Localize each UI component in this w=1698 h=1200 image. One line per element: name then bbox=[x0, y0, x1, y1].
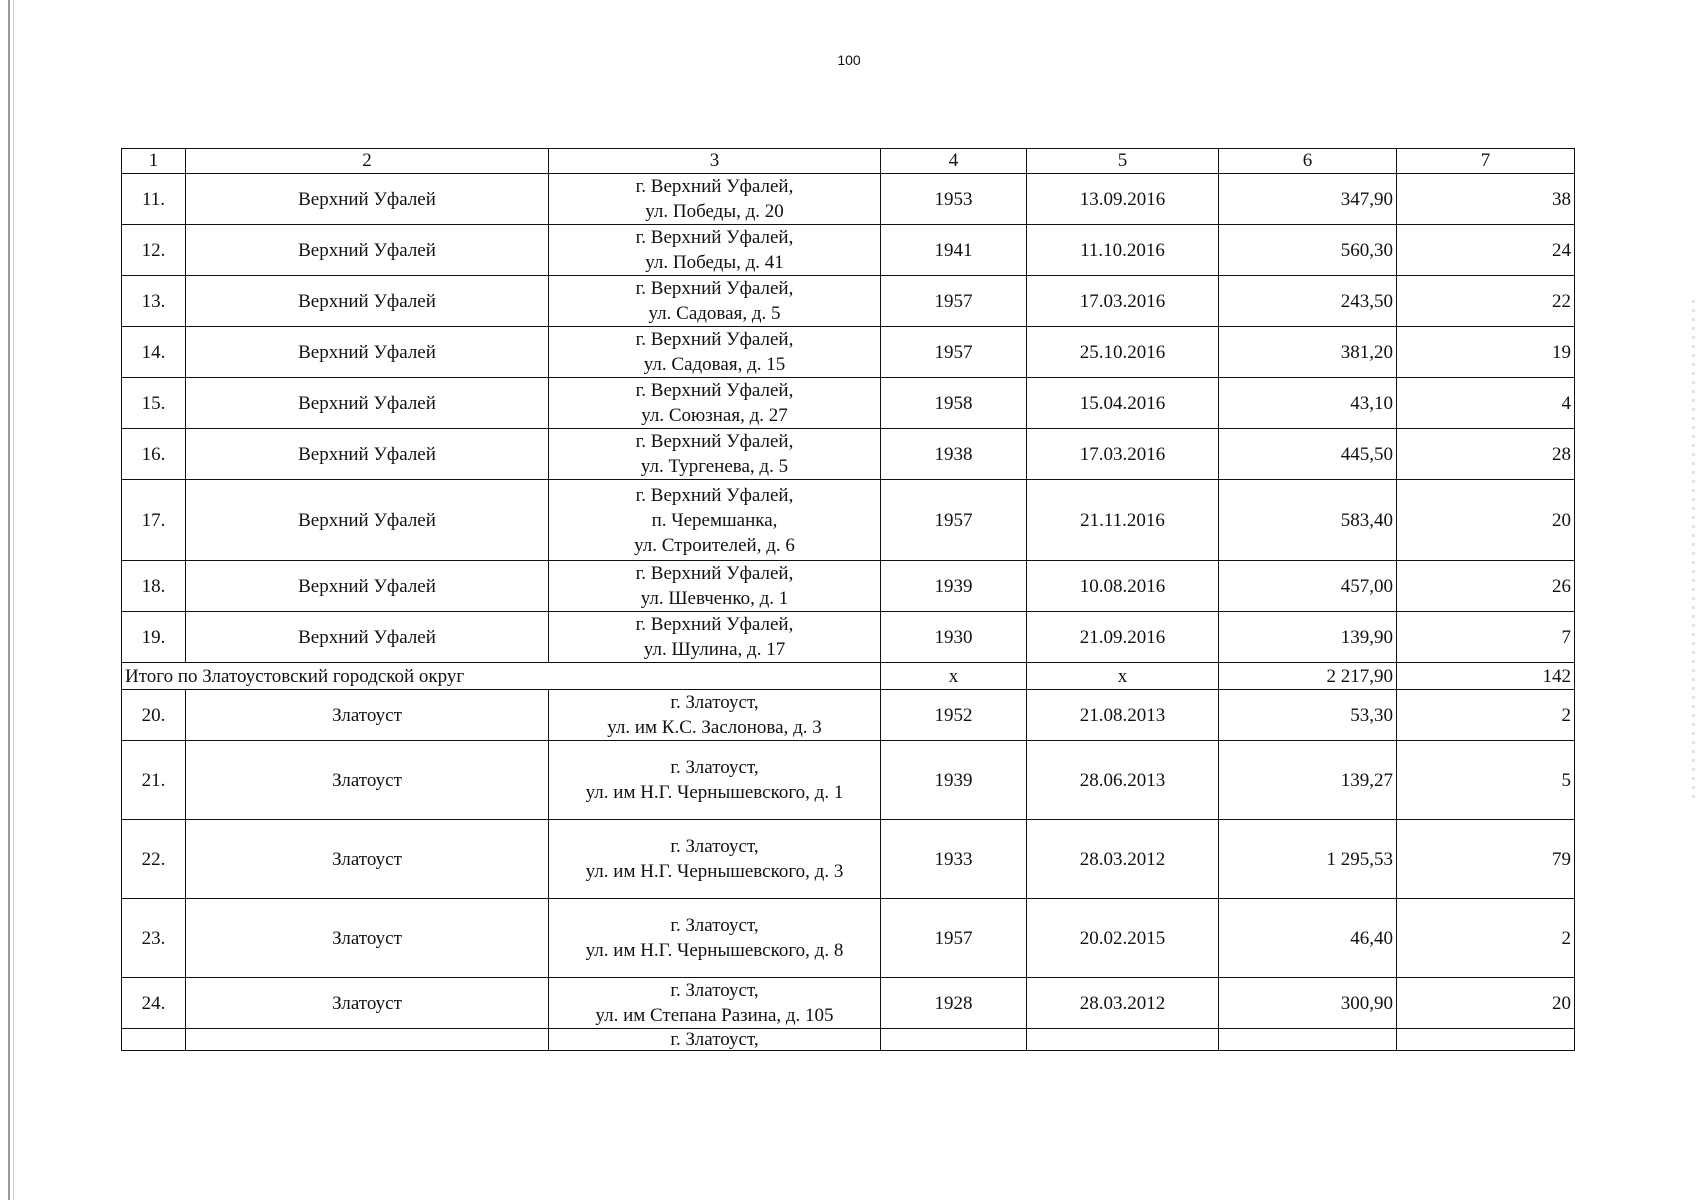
address-line: г. Златоуст, bbox=[670, 980, 759, 1001]
cell-area: 139,27 bbox=[1219, 741, 1397, 820]
cell-num: 21. bbox=[122, 741, 186, 820]
cell-name: Златоуст bbox=[186, 899, 549, 978]
cell-date bbox=[1027, 1029, 1219, 1051]
cell-count: 7 bbox=[1397, 612, 1575, 663]
cell-name: Верхний Уфалей bbox=[186, 378, 549, 429]
cell-year: 1957 bbox=[881, 276, 1027, 327]
address-line: г. Златоуст, bbox=[670, 692, 759, 713]
cell-address bbox=[549, 561, 881, 612]
table-body-subtotal bbox=[122, 663, 1575, 690]
cell-num: 24. bbox=[122, 978, 186, 1029]
cell-num: 16. bbox=[122, 429, 186, 480]
cell-count: 20 bbox=[1397, 978, 1575, 1029]
cell-date: 17.03.2016 bbox=[1027, 276, 1219, 327]
cell-date: 21.11.2016 bbox=[1027, 480, 1219, 561]
cell-year: 1952 bbox=[881, 690, 1027, 741]
cell-date: 13.09.2016 bbox=[1027, 174, 1219, 225]
cell-year: 1939 bbox=[881, 741, 1027, 820]
cell-year: 1957 bbox=[881, 327, 1027, 378]
cell-area bbox=[1219, 1029, 1397, 1051]
subtotal-row bbox=[122, 663, 1575, 690]
address-line: г. Верхний Уфалей, bbox=[635, 380, 794, 401]
address-line: г. Верхний Уфалей, bbox=[635, 614, 794, 635]
cell-name: Златоуст bbox=[186, 820, 549, 899]
cell-address bbox=[549, 378, 881, 429]
cell-count: 20 bbox=[1397, 480, 1575, 561]
cell-num: 14. bbox=[122, 327, 186, 378]
subtotal-date: x bbox=[1027, 663, 1219, 690]
address-line: ул. Строителей, д. 6 bbox=[634, 534, 795, 556]
cell-year: 1953 bbox=[881, 174, 1027, 225]
cell-year: 1957 bbox=[881, 899, 1027, 978]
registry-table bbox=[121, 148, 1575, 1051]
address-line: ул. Шулина, д. 17 bbox=[643, 639, 786, 660]
table-header bbox=[122, 149, 1575, 174]
cell-name: Верхний Уфалей bbox=[186, 174, 549, 225]
address-line: ул. им Н.Г. Чернышевского, д. 1 bbox=[585, 782, 844, 803]
cell-name: Верхний Уфалей bbox=[186, 327, 549, 378]
table-row bbox=[122, 820, 1575, 899]
cell-address bbox=[549, 429, 881, 480]
cell-year: 1957 bbox=[881, 480, 1027, 561]
cell-date: 28.06.2013 bbox=[1027, 741, 1219, 820]
cell-date: 28.03.2012 bbox=[1027, 820, 1219, 899]
cell-area: 457,00 bbox=[1219, 561, 1397, 612]
subtotal-count: 142 bbox=[1397, 663, 1575, 690]
address-line: ул. им Степана Разина, д. 105 bbox=[595, 1005, 834, 1026]
cell-area: 243,50 bbox=[1219, 276, 1397, 327]
address-line: г. Златоуст, bbox=[670, 757, 759, 778]
cell-count: 22 bbox=[1397, 276, 1575, 327]
cell-name: Верхний Уфалей bbox=[186, 561, 549, 612]
cell-num: 22. bbox=[122, 820, 186, 899]
cell-num: 13. bbox=[122, 276, 186, 327]
table-row bbox=[122, 276, 1575, 327]
cell-name: Верхний Уфалей bbox=[186, 429, 549, 480]
cell-num: 11. bbox=[122, 174, 186, 225]
cell-address bbox=[549, 612, 881, 663]
cell-date: 28.03.2012 bbox=[1027, 978, 1219, 1029]
page-number: 100 bbox=[837, 52, 861, 68]
cell-num bbox=[122, 1029, 186, 1051]
table-row bbox=[122, 225, 1575, 276]
cell-num: 17. bbox=[122, 480, 186, 561]
subtotal-area: 2 217,90 bbox=[1219, 663, 1397, 690]
cell-date: 11.10.2016 bbox=[1027, 225, 1219, 276]
subtotal-year: x bbox=[881, 663, 1027, 690]
cell-count bbox=[1397, 1029, 1575, 1051]
table-row bbox=[122, 612, 1575, 663]
table-row bbox=[122, 741, 1575, 820]
cell-address bbox=[549, 276, 881, 327]
column-header: 6 bbox=[1219, 149, 1397, 174]
cell-count: 38 bbox=[1397, 174, 1575, 225]
column-header: 2 bbox=[186, 149, 549, 174]
table-row bbox=[122, 327, 1575, 378]
cell-name: Верхний Уфалей bbox=[186, 612, 549, 663]
cell-address bbox=[549, 225, 881, 276]
cell-name: Златоуст bbox=[186, 741, 549, 820]
table-body-group-a bbox=[122, 174, 1575, 663]
address-line: г. Златоуст, bbox=[670, 915, 759, 936]
cell-date: 10.08.2016 bbox=[1027, 561, 1219, 612]
cell-name: Златоуст bbox=[186, 978, 549, 1029]
address-line: г. Верхний Уфалей, bbox=[635, 431, 794, 452]
address-line: ул. Садовая, д. 5 bbox=[648, 303, 781, 324]
cell-address bbox=[549, 690, 881, 741]
column-header: 1 bbox=[122, 149, 186, 174]
cell-year bbox=[881, 1029, 1027, 1051]
address-line: п. Черемшанка, bbox=[651, 509, 778, 531]
cell-year: 1933 bbox=[881, 820, 1027, 899]
cell-count: 24 bbox=[1397, 225, 1575, 276]
cell-count: 2 bbox=[1397, 899, 1575, 978]
cell-year: 1939 bbox=[881, 561, 1027, 612]
cell-address bbox=[549, 174, 881, 225]
column-header: 5 bbox=[1027, 149, 1219, 174]
table-row bbox=[122, 378, 1575, 429]
address-line: г. Верхний Уфалей, bbox=[635, 278, 794, 299]
cell-year: 1928 bbox=[881, 978, 1027, 1029]
address-line: ул. Победы, д. 41 bbox=[645, 252, 784, 273]
cell-area: 560,30 bbox=[1219, 225, 1397, 276]
cell-area: 53,30 bbox=[1219, 690, 1397, 741]
cell-area: 583,40 bbox=[1219, 480, 1397, 561]
cell-count: 4 bbox=[1397, 378, 1575, 429]
address-line: г. Златоуст, bbox=[670, 836, 759, 857]
address-line: г. Верхний Уфалей, bbox=[635, 329, 794, 350]
cell-area: 381,20 bbox=[1219, 327, 1397, 378]
cell-area: 139,90 bbox=[1219, 612, 1397, 663]
cell-address: г. Златоуст, bbox=[549, 1029, 881, 1051]
cell-address bbox=[549, 480, 881, 561]
column-header: 7 bbox=[1397, 149, 1575, 174]
cell-area: 1 295,53 bbox=[1219, 820, 1397, 899]
table-row bbox=[122, 429, 1575, 480]
cell-address bbox=[549, 978, 881, 1029]
table-body-partial bbox=[122, 1029, 1575, 1051]
subtotal-label: Итого по Златоустовский городской округ bbox=[122, 663, 881, 690]
cell-date: 17.03.2016 bbox=[1027, 429, 1219, 480]
cell-count: 28 bbox=[1397, 429, 1575, 480]
cell-address bbox=[549, 899, 881, 978]
cell-year: 1930 bbox=[881, 612, 1027, 663]
scan-edge-line bbox=[8, 0, 10, 1200]
cell-area: 43,10 bbox=[1219, 378, 1397, 429]
cell-area: 46,40 bbox=[1219, 899, 1397, 978]
cell-num: 20. bbox=[122, 690, 186, 741]
cell-num: 18. bbox=[122, 561, 186, 612]
header-row bbox=[122, 149, 1575, 174]
cell-num: 15. bbox=[122, 378, 186, 429]
scan-noise bbox=[1692, 300, 1695, 800]
cell-date: 21.08.2013 bbox=[1027, 690, 1219, 741]
cell-address bbox=[549, 327, 881, 378]
cell-area: 445,50 bbox=[1219, 429, 1397, 480]
cell-name: Верхний Уфалей bbox=[186, 225, 549, 276]
cell-year: 1958 bbox=[881, 378, 1027, 429]
cell-address bbox=[549, 741, 881, 820]
column-header: 3 bbox=[549, 149, 881, 174]
cell-name bbox=[186, 1029, 549, 1051]
cell-date: 25.10.2016 bbox=[1027, 327, 1219, 378]
address-line: ул. им К.С. Заслонова, д. 3 bbox=[607, 717, 822, 738]
cell-address bbox=[549, 820, 881, 899]
cell-count: 26 bbox=[1397, 561, 1575, 612]
table-row bbox=[122, 690, 1575, 741]
table-row bbox=[122, 174, 1575, 225]
cell-date: 21.09.2016 bbox=[1027, 612, 1219, 663]
cell-num: 12. bbox=[122, 225, 186, 276]
address-line: г. Верхний Уфалей, bbox=[635, 484, 794, 506]
address-line: ул. Тургенева, д. 5 bbox=[640, 456, 789, 477]
cell-area: 347,90 bbox=[1219, 174, 1397, 225]
address-line: ул. Садовая, д. 15 bbox=[643, 354, 786, 375]
cell-date: 20.02.2015 bbox=[1027, 899, 1219, 978]
table-body-group-b bbox=[122, 690, 1575, 1029]
cell-date: 15.04.2016 bbox=[1027, 378, 1219, 429]
table-row bbox=[122, 561, 1575, 612]
address-line: ул. Шевченко, д. 1 bbox=[640, 588, 789, 609]
cell-count: 79 bbox=[1397, 820, 1575, 899]
cell-count: 5 bbox=[1397, 741, 1575, 820]
cell-num: 19. bbox=[122, 612, 186, 663]
address-line: ул. им Н.Г. Чернышевского, д. 8 bbox=[585, 940, 844, 961]
scan-edge-line-faint bbox=[13, 0, 14, 1200]
address-line: г. Верхний Уфалей, bbox=[635, 563, 794, 584]
cell-count: 2 bbox=[1397, 690, 1575, 741]
table-row bbox=[122, 978, 1575, 1029]
table-row bbox=[122, 899, 1575, 978]
table-row bbox=[122, 480, 1575, 561]
cell-num: 23. bbox=[122, 899, 186, 978]
cell-year: 1941 bbox=[881, 225, 1027, 276]
address-line: ул. им Н.Г. Чернышевского, д. 3 bbox=[585, 861, 844, 882]
address-line: г. Верхний Уфалей, bbox=[635, 227, 794, 248]
address-line: г. Верхний Уфалей, bbox=[635, 176, 794, 197]
cell-name: Верхний Уфалей bbox=[186, 276, 549, 327]
address-line: ул. Союзная, д. 27 bbox=[641, 405, 788, 426]
cell-name: Златоуст bbox=[186, 690, 549, 741]
cell-year: 1938 bbox=[881, 429, 1027, 480]
column-header: 4 bbox=[881, 149, 1027, 174]
cell-name: Верхний Уфалей bbox=[186, 480, 549, 561]
cell-area: 300,90 bbox=[1219, 978, 1397, 1029]
address-line: ул. Победы, д. 20 bbox=[645, 201, 784, 222]
cell-count: 19 bbox=[1397, 327, 1575, 378]
table-row-partial bbox=[122, 1029, 1575, 1051]
